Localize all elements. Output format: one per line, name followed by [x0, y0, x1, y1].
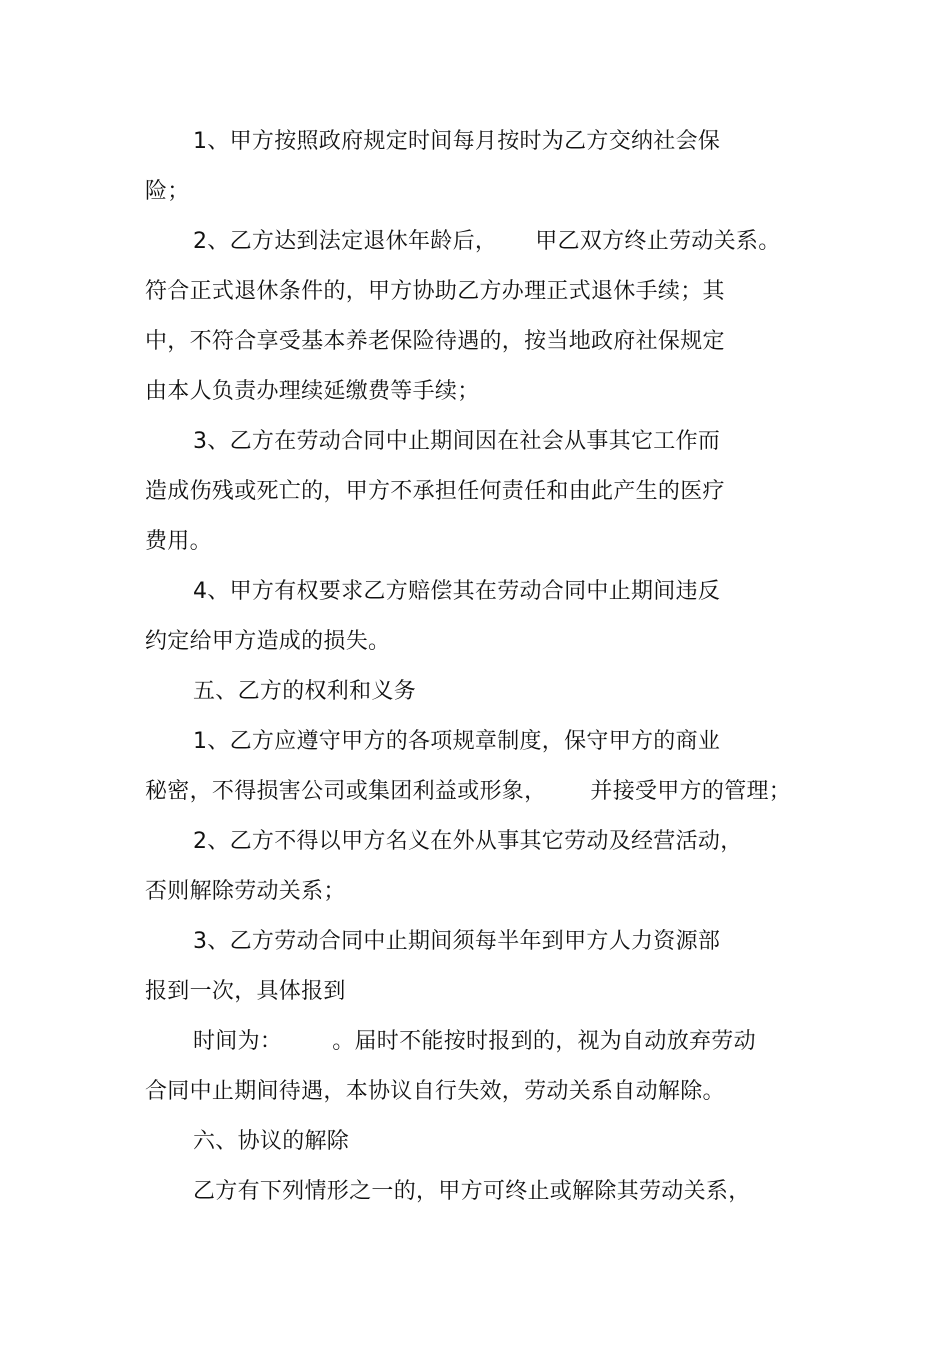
- text-span: 秘密，不得损害公司或集团利益或形象，: [145, 779, 547, 804]
- clause-5-2-line-2: [145, 877, 346, 907]
- clause-4-4-line-1: [193, 577, 720, 607]
- clause-5-3-line-4: [145, 1077, 725, 1107]
- text-span: 4、甲方有权要求乙方赔偿其在劳动合同中止期间违反: [193, 579, 721, 604]
- clause-4-1-line-1: [193, 127, 720, 157]
- text-span: 符合正式退休条件的，甲方协助乙方办理正式退休手续；其: [145, 279, 725, 304]
- text-span: 险；: [145, 179, 190, 204]
- text-span: 否则解除劳动关系；: [145, 879, 346, 904]
- text-span: 造成伤残或死亡的，甲方不承担任何责任和由此产生的医疗: [145, 479, 725, 504]
- text-span: 。届时不能按时报到的，视为自动放弃劳动: [332, 1029, 756, 1054]
- text-span: 六、协议的解除: [193, 1129, 350, 1154]
- clause-4-2-line-3: [145, 327, 725, 357]
- text-span: 并接受甲方的管理；: [590, 779, 792, 804]
- text-span: 时间为：: [193, 1029, 283, 1054]
- section-5-heading: [193, 677, 416, 707]
- clause-5-2-line-1: [193, 827, 743, 857]
- text-span: 1、甲方按照政府规定时间每月按时为乙方交纳社会保: [193, 129, 721, 154]
- text-span: 1、乙方应遵守甲方的各项规章制度，保守甲方的商业: [193, 729, 721, 754]
- clause-4-2-line-2: [145, 277, 725, 307]
- text-span: 3、乙方劳动合同中止期间须每半年到甲方人力资源部: [193, 929, 721, 954]
- text-span: 乙方有下列情形之一的，甲方可终止或解除其劳动关系，: [193, 1179, 751, 1204]
- clause-4-2-line-4: [145, 377, 480, 407]
- clause-5-3-line-1: [193, 927, 720, 957]
- text-span: 3、乙方在劳动合同中止期间因在社会从事其它工作而: [193, 429, 721, 454]
- text-span: 2、乙方不得以甲方名义在外从事其它劳动及经营活动，: [193, 829, 743, 854]
- section-6-intro-line: [193, 1177, 751, 1207]
- text-span: 2、乙方达到法定退休年龄后，: [193, 229, 498, 254]
- clause-5-1-line-1: [193, 727, 720, 757]
- text-span: 合同中止期间待遇，本协议自行失效，劳动关系自动解除。: [145, 1079, 725, 1104]
- text-span: 报到一次，具体报到: [145, 979, 346, 1004]
- clause-4-3-line-3: [145, 527, 212, 557]
- clause-5-3-line-2: [145, 977, 346, 1007]
- clause-4-2-line-1: [193, 227, 781, 257]
- clause-4-3-line-1: [193, 427, 720, 457]
- clause-5-1-line-2: [145, 777, 791, 807]
- text-span: 中，不符合享受基本养老保险待遇的，按当地政府社保规定: [145, 329, 725, 354]
- text-span: 由本人负责办理续延缴费等手续；: [145, 379, 480, 404]
- text-span: 费用。: [145, 529, 212, 554]
- section-6-heading: [193, 1127, 349, 1157]
- text-span: 约定给甲方造成的损失。: [145, 629, 391, 654]
- clause-4-4-line-2: [145, 627, 390, 657]
- text-span: 甲乙双方终止劳动关系。: [535, 229, 781, 254]
- clause-4-1-line-2: [145, 177, 190, 207]
- clause-4-3-line-2: [145, 477, 725, 507]
- clause-5-3-line-3: [193, 1027, 756, 1057]
- text-span: 五、乙方的权利和义务: [193, 679, 417, 704]
